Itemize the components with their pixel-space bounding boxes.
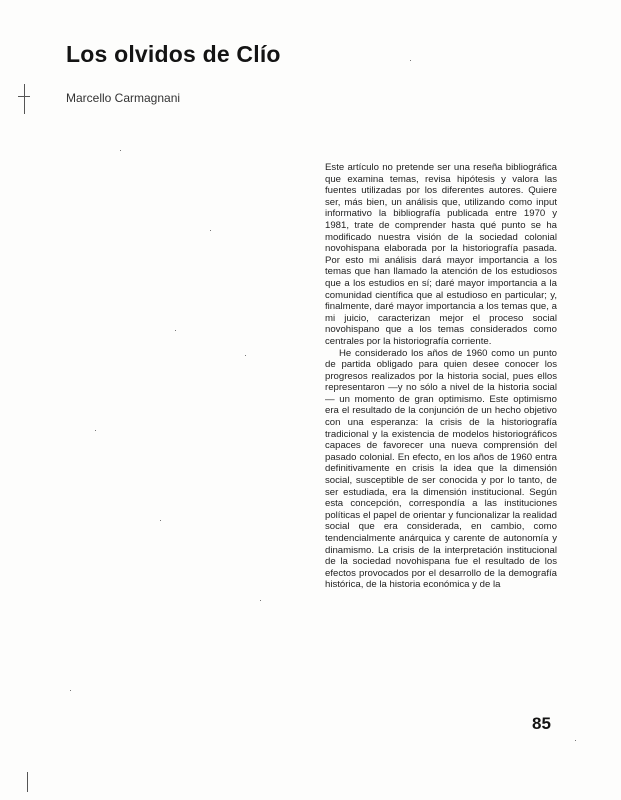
body-paragraph: He considerado los años de 1960 como un punto de partida obligado para quien desee conocer los progresos realizados por la historia social, pues ellos representaron —y no sólo a nivel de la historia social— un momento de gran optimismo. Este optimismo era el resultado de la conjunción de un hecho objetivo con una esperanza: la crisis de la historiografía tradicional y la existencia de modelos historiográficos capaces de favorecer una nueva comprensión del pasado colonial. En efecto, en los años de 1960 entra definitivamente en crisis la idea que la dimensión social, susceptible de ser conocida y por lo tanto, de ser estudiada, era la dimensión institucional. Según esta concepción, correspondía a las instituciones políticas el papel de orientar y funcionalizar la realidad social que era considerada, en cambio, como tendencialmente anárquica y carente de autonomía y dinamismo. La crisis de la interpretación institucional de la sociedad novohispana fue el resultado de los efectos provocados por el desarrollo de la demografía histórica, de la historia económica y de la [325,347,557,591]
body-paragraph: Este artículo no pretende ser una reseña bibliográfica que examina temas, revisa hipótesis y valora las fuentes utilizadas por los diferentes autores. Quiere ser, más bien, un análisis que, utilizando como input informativo la bibliografía publicada entre 1970 y 1981, trate de comprender hasta qué punto se ha modificado nuestra visión de la sociedad colonial novohispana elaborada por la historiografía pasada. Por esto mi análisis dará mayor importancia a los temas que han llamado la atención de los estudiosos que a los estudios en sí; daré mayor importancia a la comunidad científica que al estudioso en particular; y, finalmente, daré mayor importancia a los temas que, a mi juicio, caracterizan mejor el proceso social novohispano que a los temas considerados como centrales por la historiografía corriente. [325,162,557,347]
scan-speck [70,690,71,691]
scan-speck [245,355,246,356]
scan-speck [120,150,121,151]
scan-margin-mark [18,96,30,97]
scan-speck [410,60,411,61]
scan-speck [175,330,176,331]
article-title: Los olvidos de Clío [66,41,281,67]
scan-speck [160,520,161,521]
page-number: 85 [532,714,551,733]
article-author: Marcello Carmagnani [66,91,181,105]
article-body [325,162,557,591]
scan-speck [210,230,211,231]
scan-speck [95,430,96,431]
scan-margin-mark [27,772,28,792]
scan-margin-mark [24,84,25,114]
scan-speck [260,600,261,601]
scan-speck [575,740,576,741]
